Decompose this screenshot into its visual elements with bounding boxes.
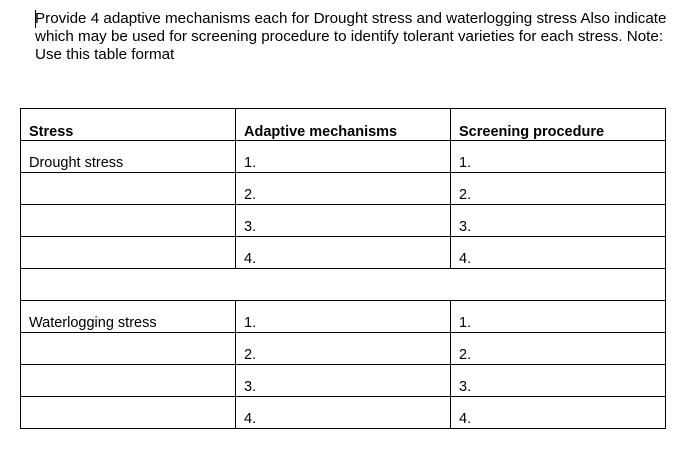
stress-label: Waterlogging stress bbox=[29, 315, 157, 331]
screening-cell[interactable] bbox=[451, 365, 666, 397]
stress-cell[interactable] bbox=[21, 333, 236, 365]
stress-cell[interactable] bbox=[21, 365, 236, 397]
table-row bbox=[21, 141, 666, 173]
spacer-cell[interactable] bbox=[21, 269, 666, 301]
table-row bbox=[21, 237, 666, 269]
stress-cell[interactable] bbox=[21, 173, 236, 205]
stress-label: Drought stress bbox=[29, 155, 124, 171]
adaptive-cell[interactable] bbox=[236, 205, 451, 237]
adaptive-cell[interactable] bbox=[236, 173, 451, 205]
stress-cell[interactable] bbox=[21, 237, 236, 269]
header-adaptive-mechanisms: Adaptive mechanisms bbox=[236, 109, 451, 141]
adaptive-cell[interactable] bbox=[236, 333, 451, 365]
stress-table bbox=[20, 108, 666, 429]
screening-item: 1. bbox=[459, 315, 472, 331]
adaptive-item: 4. bbox=[244, 411, 257, 427]
adaptive-cell[interactable] bbox=[236, 141, 451, 173]
screening-cell[interactable] bbox=[451, 301, 666, 333]
adaptive-item: 1. bbox=[244, 315, 257, 331]
adaptive-cell[interactable] bbox=[236, 397, 451, 429]
table-row bbox=[21, 333, 666, 365]
screening-cell[interactable] bbox=[451, 173, 666, 205]
stress-cell[interactable] bbox=[21, 141, 236, 173]
screening-item: 3. bbox=[459, 219, 472, 235]
table-row bbox=[21, 205, 666, 237]
table-row bbox=[21, 365, 666, 397]
screening-cell[interactable] bbox=[451, 333, 666, 365]
screening-cell[interactable] bbox=[451, 205, 666, 237]
screening-item: 1. bbox=[459, 155, 472, 171]
table-row bbox=[21, 301, 666, 333]
table-row bbox=[21, 397, 666, 429]
screening-cell[interactable] bbox=[451, 397, 666, 429]
screening-item: 4. bbox=[459, 251, 472, 267]
screening-item: 2. bbox=[459, 347, 472, 363]
instructions-text: Provide 4 adaptive mechanisms each for Drought stress and waterlogging stress Also indicate which may be used for screening procedure to identify tolerant varieties for each stress. Note: Use this table format bbox=[35, 10, 667, 63]
header-screening-procedure: Screening procedure bbox=[451, 109, 666, 141]
adaptive-cell[interactable] bbox=[236, 365, 451, 397]
adaptive-item: 1. bbox=[244, 155, 257, 171]
header-stress: Stress bbox=[21, 109, 236, 141]
stress-cell[interactable] bbox=[21, 301, 236, 333]
adaptive-item: 2. bbox=[244, 187, 257, 203]
table-row bbox=[21, 173, 666, 205]
stress-cell[interactable] bbox=[21, 205, 236, 237]
screening-item: 3. bbox=[459, 379, 472, 395]
adaptive-item: 4. bbox=[244, 251, 257, 267]
adaptive-item: 2. bbox=[244, 347, 257, 363]
adaptive-cell[interactable] bbox=[236, 237, 451, 269]
adaptive-cell[interactable] bbox=[236, 301, 451, 333]
adaptive-item: 3. bbox=[244, 379, 257, 395]
screening-cell[interactable] bbox=[451, 141, 666, 173]
table-header-row bbox=[21, 109, 666, 141]
adaptive-item: 3. bbox=[244, 219, 257, 235]
screening-cell[interactable] bbox=[451, 237, 666, 269]
screening-item: 4. bbox=[459, 411, 472, 427]
screening-item: 2. bbox=[459, 187, 472, 203]
stress-cell[interactable] bbox=[21, 397, 236, 429]
spacer-row bbox=[21, 269, 666, 301]
